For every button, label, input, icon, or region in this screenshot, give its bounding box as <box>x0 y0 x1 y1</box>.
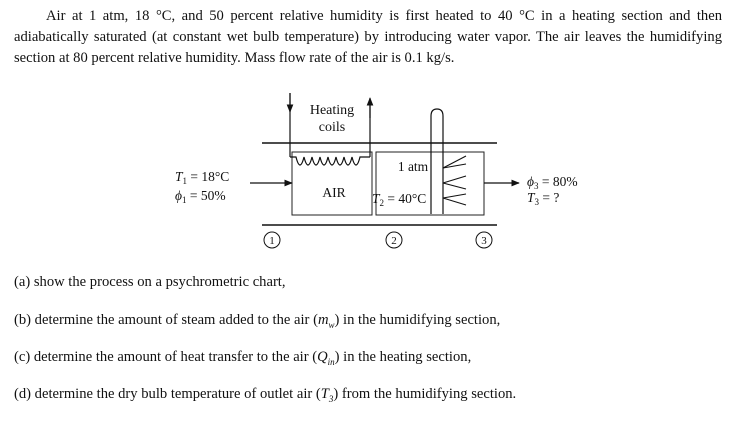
state-marker-2 <box>386 232 402 248</box>
steam-supply-pipe <box>431 109 443 214</box>
question-a: (a) show the process on a psychrometric chart, <box>14 274 286 290</box>
question-c: (c) determine the amount of heat transfer to the air $(Q_{in})$ in the heating section, <box>14 349 472 367</box>
pressure-label: 1 atm <box>397 159 429 174</box>
state-marker-1 <box>264 232 280 248</box>
steam-spray-icon <box>443 156 466 205</box>
outlet-temperature: $T_3$ = ? <box>527 190 560 207</box>
question-b: (b) determine the amount of steam added to the air $(m_w)$ in the humidifying section, <box>14 312 501 330</box>
state-marker-3 <box>476 232 492 248</box>
svg-text:3: 3 <box>481 235 487 247</box>
heating-coils-label-2: coils <box>318 120 346 135</box>
air-label: AIR <box>322 185 346 200</box>
inlet-temperature: $T_1 = 18^\circ C$ <box>175 169 230 186</box>
svg-text:2: 2 <box>391 235 397 247</box>
svg-text:1: 1 <box>269 235 275 247</box>
problem-intro-text: Air at 1 atm, 18 °C, and 50 percent relative humidity is first heated to 40 °C in a heating section and then adiabatically saturated (at constant wet bulb temperature) by introducing water vapor. The air leaves the humidifying section at 80 percent relative humidity. Mass flow rate of the air is 0.1 kg/s. <box>14 8 722 66</box>
mid-temperature: $T_2 = 40^\circ C$ <box>372 191 427 208</box>
heating-section <box>292 152 372 215</box>
question-d: (d) determine the dry bulb temperature of outlet air $(T_3)$ from the humidifying section. <box>14 386 517 404</box>
heating-coils-label: Heating <box>309 103 355 118</box>
inlet-humidity: $\phi_1 = 50\%$ <box>175 188 226 205</box>
outlet-humidity: $\phi_3 = 80\%$ <box>527 174 578 191</box>
